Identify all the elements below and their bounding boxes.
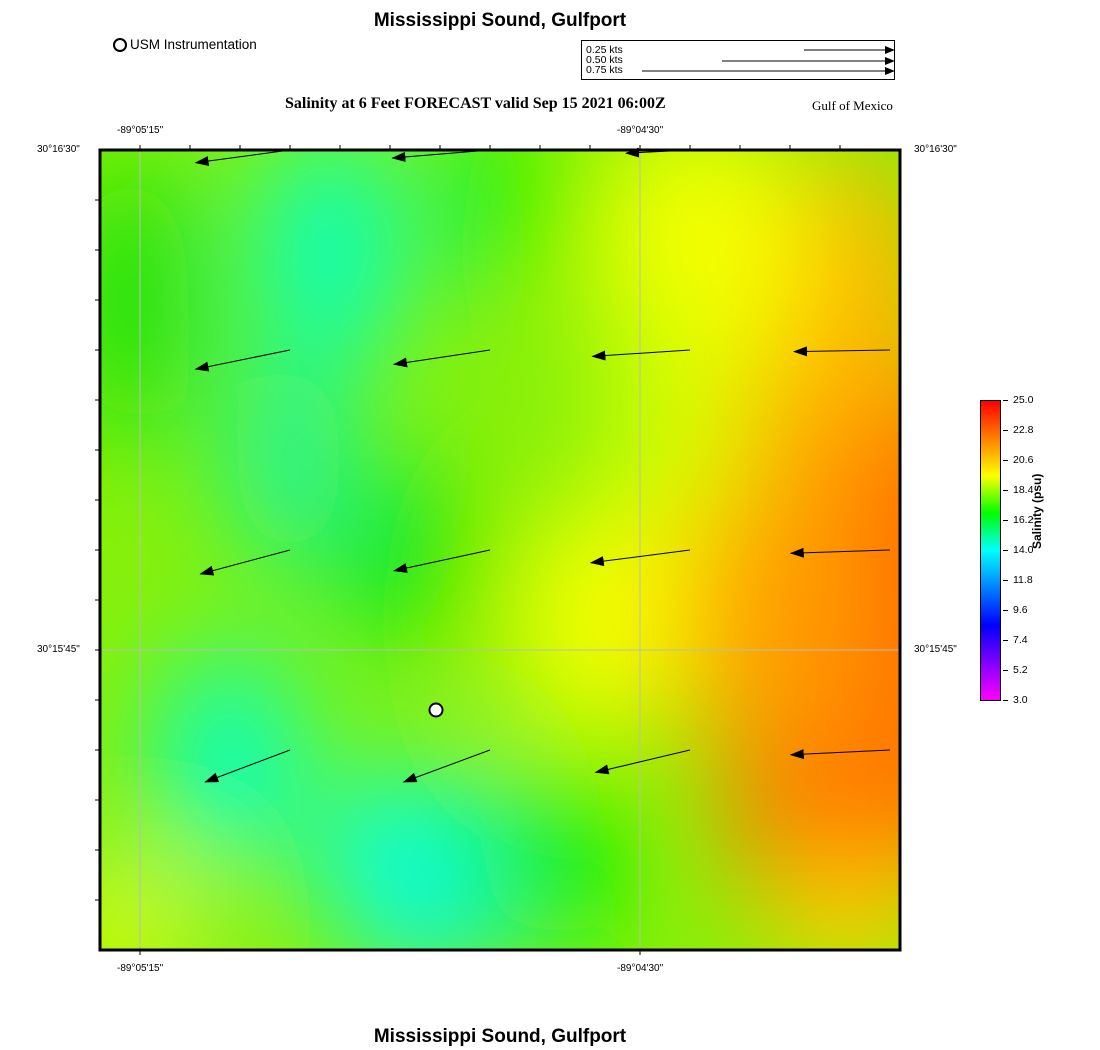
lon-tick-top-1: -89°05'15" (117, 125, 164, 136)
colorbar-tick-8: 7.4 (1013, 634, 1028, 646)
region-label: Gulf of Mexico (812, 98, 893, 113)
colorbar-tick-4: 16.2 (1013, 514, 1034, 526)
forecast-subtitle: Salinity at 6 Feet FORECAST valid Sep 15 2021 06:00Z (285, 95, 666, 112)
lat-tick-left-2: 30°15'45" (37, 644, 80, 655)
salinity-colorbar (980, 400, 1001, 701)
scale-label-050: 0.50 kts (586, 54, 623, 66)
colorbar-tick-1: 22.8 (1013, 424, 1034, 436)
colorbar-tick-mark-7 (1003, 610, 1008, 611)
station-circle-icon (113, 38, 127, 52)
colorbar-tick-10: 3.0 (1013, 694, 1028, 706)
vector-scale-legend (581, 40, 895, 80)
lat-tick-right-1: 30°16'30" (914, 144, 957, 155)
lat-tick-left-1: 30°16'30" (37, 144, 80, 155)
colorbar-tick-mark-4 (1003, 520, 1008, 521)
colorbar-tick-5: 14.0 (1013, 544, 1034, 556)
colorbar-title: Salinity (psu) (1030, 473, 1044, 549)
salinity-field (90, 140, 910, 960)
colorbar-tick-mark-9 (1003, 670, 1008, 671)
colorbar-tick-7: 9.6 (1013, 604, 1028, 616)
colorbar-tick-mark-0 (1003, 400, 1008, 401)
footer-title: Mississippi Sound, Gulfport (373, 1026, 627, 1047)
scale-label-075: 0.75 kts (586, 64, 623, 76)
colorbar-tick-mark-2 (1003, 460, 1008, 461)
lon-tick-bottom-2: -89°04'30" (617, 963, 664, 974)
colorbar-tick-mark-5 (1003, 550, 1008, 551)
colorbar-tick-mark-10 (1003, 700, 1008, 701)
station-legend (113, 37, 257, 52)
station-legend-label: USM Instrumentation (130, 37, 257, 52)
colorbar-tick-3: 18.4 (1013, 484, 1034, 496)
colorbar-tick-9: 5.2 (1013, 664, 1028, 676)
salinity-map[interactable] (90, 140, 910, 960)
colorbar-tick-6: 11.8 (1013, 574, 1033, 586)
lat-tick-right-2: 30°15'45" (914, 644, 957, 655)
scale-arrows (582, 41, 894, 79)
colorbar-tick-0: 25.0 (1013, 394, 1034, 406)
colorbar-tick-2: 20.6 (1013, 454, 1034, 466)
usm-station-marker[interactable] (430, 704, 443, 717)
lon-tick-top-2: -89°04'30" (617, 125, 664, 136)
colorbar-tick-mark-3 (1003, 490, 1008, 491)
scale-label-025: 0.25 kts (586, 44, 623, 56)
colorbar-tick-mark-6 (1003, 580, 1008, 581)
colorbar-tick-mark-8 (1003, 640, 1008, 641)
colorbar-tick-mark-1 (1003, 430, 1008, 431)
page-title: Mississippi Sound, Gulfport (373, 10, 627, 31)
lon-tick-bottom-1: -89°05'15" (117, 963, 164, 974)
